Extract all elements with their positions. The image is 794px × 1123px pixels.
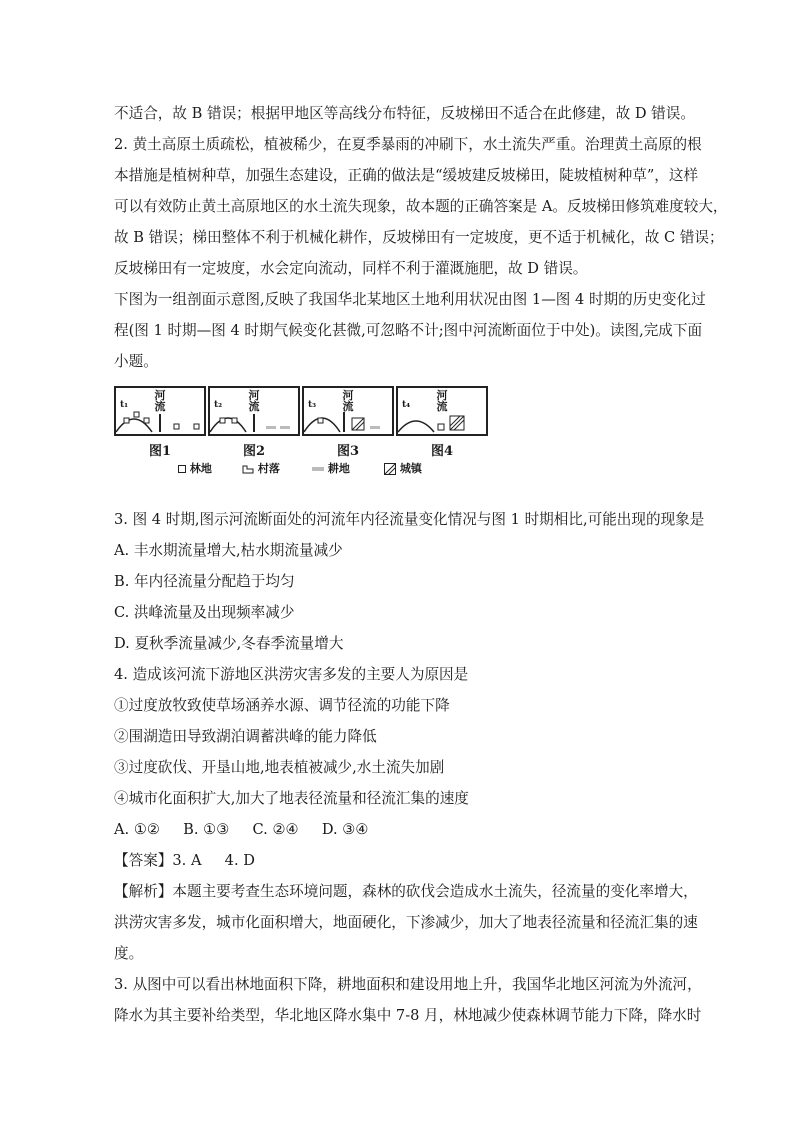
analysis-line: 降水为其主要补给类型，华北地区降水集中 7-8 月，林地减少使森林调节能力下降，降水时 [114, 1007, 702, 1024]
figure-caption-4: 图4 [430, 444, 454, 459]
option-c: C. 洪峰流量及出现频率减少 [114, 604, 295, 621]
option-d: D. 夏秋季流量减少,冬春季流量增大 [114, 635, 344, 652]
analysis-line: 度。 [114, 945, 144, 962]
text-line: 2. 黄土高原土质疏松，植被稀少，在夏季暴雨的冲刷下，水土流失严重。治理黄土高原的根 [114, 136, 702, 153]
analysis-line: 【解析】本题主要考查生态环境问题，森林的砍伐会造成水土流失，径流量的变化率增大， [114, 883, 698, 900]
text-line: 反坡梯田有一定坡度，水会定向流动，同样不利于灌溉施肥，故 D 错误。 [114, 260, 588, 277]
text-line: 不适合，故 B 错误；根据甲地区等高线分布特征，反坡梯田不适合在此修建，故 D 错误。 [114, 105, 695, 122]
period-label: t₁ [120, 400, 129, 410]
legend-village: 村落 [242, 460, 280, 476]
question-4-stem: 4. 造成该河流下游地区洪涝灾害多发的主要人为原因是 [114, 666, 469, 683]
village-icon [242, 464, 254, 474]
river-label: 河流 [154, 389, 166, 413]
text-line: 故 B 错误；梯田整体不利于机械化耕作，反坡梯田有一定坡度，更不适于机械化，故 C 错误； [114, 229, 724, 246]
profile-panel-4 [396, 386, 488, 436]
statement-3: ③过度砍伐、开垦山地,地表植被减少,水土流失加剧 [114, 759, 445, 776]
profile-panel-2 [208, 386, 300, 436]
text-line: 小题。 [114, 353, 158, 370]
profile-drawing [116, 388, 204, 434]
statement-2: ②围湖造田导致湖泊调蓄洪峰的能力降低 [114, 728, 377, 745]
statement-1: ①过度放牧致使草场涵养水源、调节径流的功能下降 [114, 697, 450, 714]
profile-figure [114, 386, 554, 478]
period-label: t₂ [214, 400, 223, 410]
profile-drawing [210, 388, 298, 434]
statement-4: ④城市化面积扩大,加大了地表径流量和径流汇集的速度 [114, 790, 469, 807]
option-a: A. 丰水期流量增大,枯水期流量减少 [114, 542, 343, 559]
period-label: t₄ [402, 400, 411, 410]
profile-drawing [398, 388, 486, 434]
period-label: t₃ [308, 400, 317, 410]
profile-panel-1 [114, 386, 206, 436]
legend-farmland: 耕地 [312, 460, 350, 476]
answer-line: 【答案】3. A 4. D [114, 852, 255, 869]
question-3-stem: 3. 图 4 时期,图示河流断面处的河流年内径流量变化情况与图 1 时期相比,可能出现的现象是 [114, 511, 705, 528]
figure-caption-3: 图3 [336, 444, 360, 459]
text-line: 可以有效防止黄土高原地区的水土流失现象，故本题的正确答案是 A。反坡梯田修筑难度较大， [114, 198, 728, 215]
profile-drawing [304, 388, 392, 434]
text-line: 本措施是植树种草，加强生态建设，正确的做法是“缓坡建反坡梯田，陡坡植树种草”，这样 [114, 167, 699, 184]
analysis-line: 洪涝灾害多发，城市化面积增大，地面硬化，下渗减少，加大了地表径流量和径流汇集的速 [114, 914, 698, 931]
river-label: 河流 [342, 389, 354, 413]
river-label: 河流 [436, 389, 448, 413]
figure-caption-1: 图1 [148, 444, 172, 459]
text-line: 程(图 1 时期—图 4 时期气候变化甚微,可忽略不计;图中河流断面位于中处)。读图,完成下面 [114, 322, 703, 339]
forest-icon [178, 465, 186, 473]
town-icon [384, 463, 396, 475]
farmland-icon [312, 465, 324, 473]
figure-caption-2: 图2 [242, 444, 266, 459]
legend-forest: 林地 [178, 460, 212, 476]
profile-panel-3 [302, 386, 394, 436]
option-b: B. 年内径流量分配趋于均匀 [114, 573, 295, 590]
legend-town: 城镇 [384, 460, 422, 476]
analysis-line: 3. 从图中可以看出林地面积下降，耕地面积和建设用地上升，我国华北地区河流为外流河， [114, 976, 702, 993]
text-line: 下图为一组剖面示意图,反映了我国华北某地区土地利用状况由图 1—图 4 时期的历史变化过 [114, 291, 706, 308]
river-label: 河流 [248, 389, 260, 413]
question-4-options: A. ①② B. ①③ C. ②④ D. ③④ [114, 821, 369, 838]
